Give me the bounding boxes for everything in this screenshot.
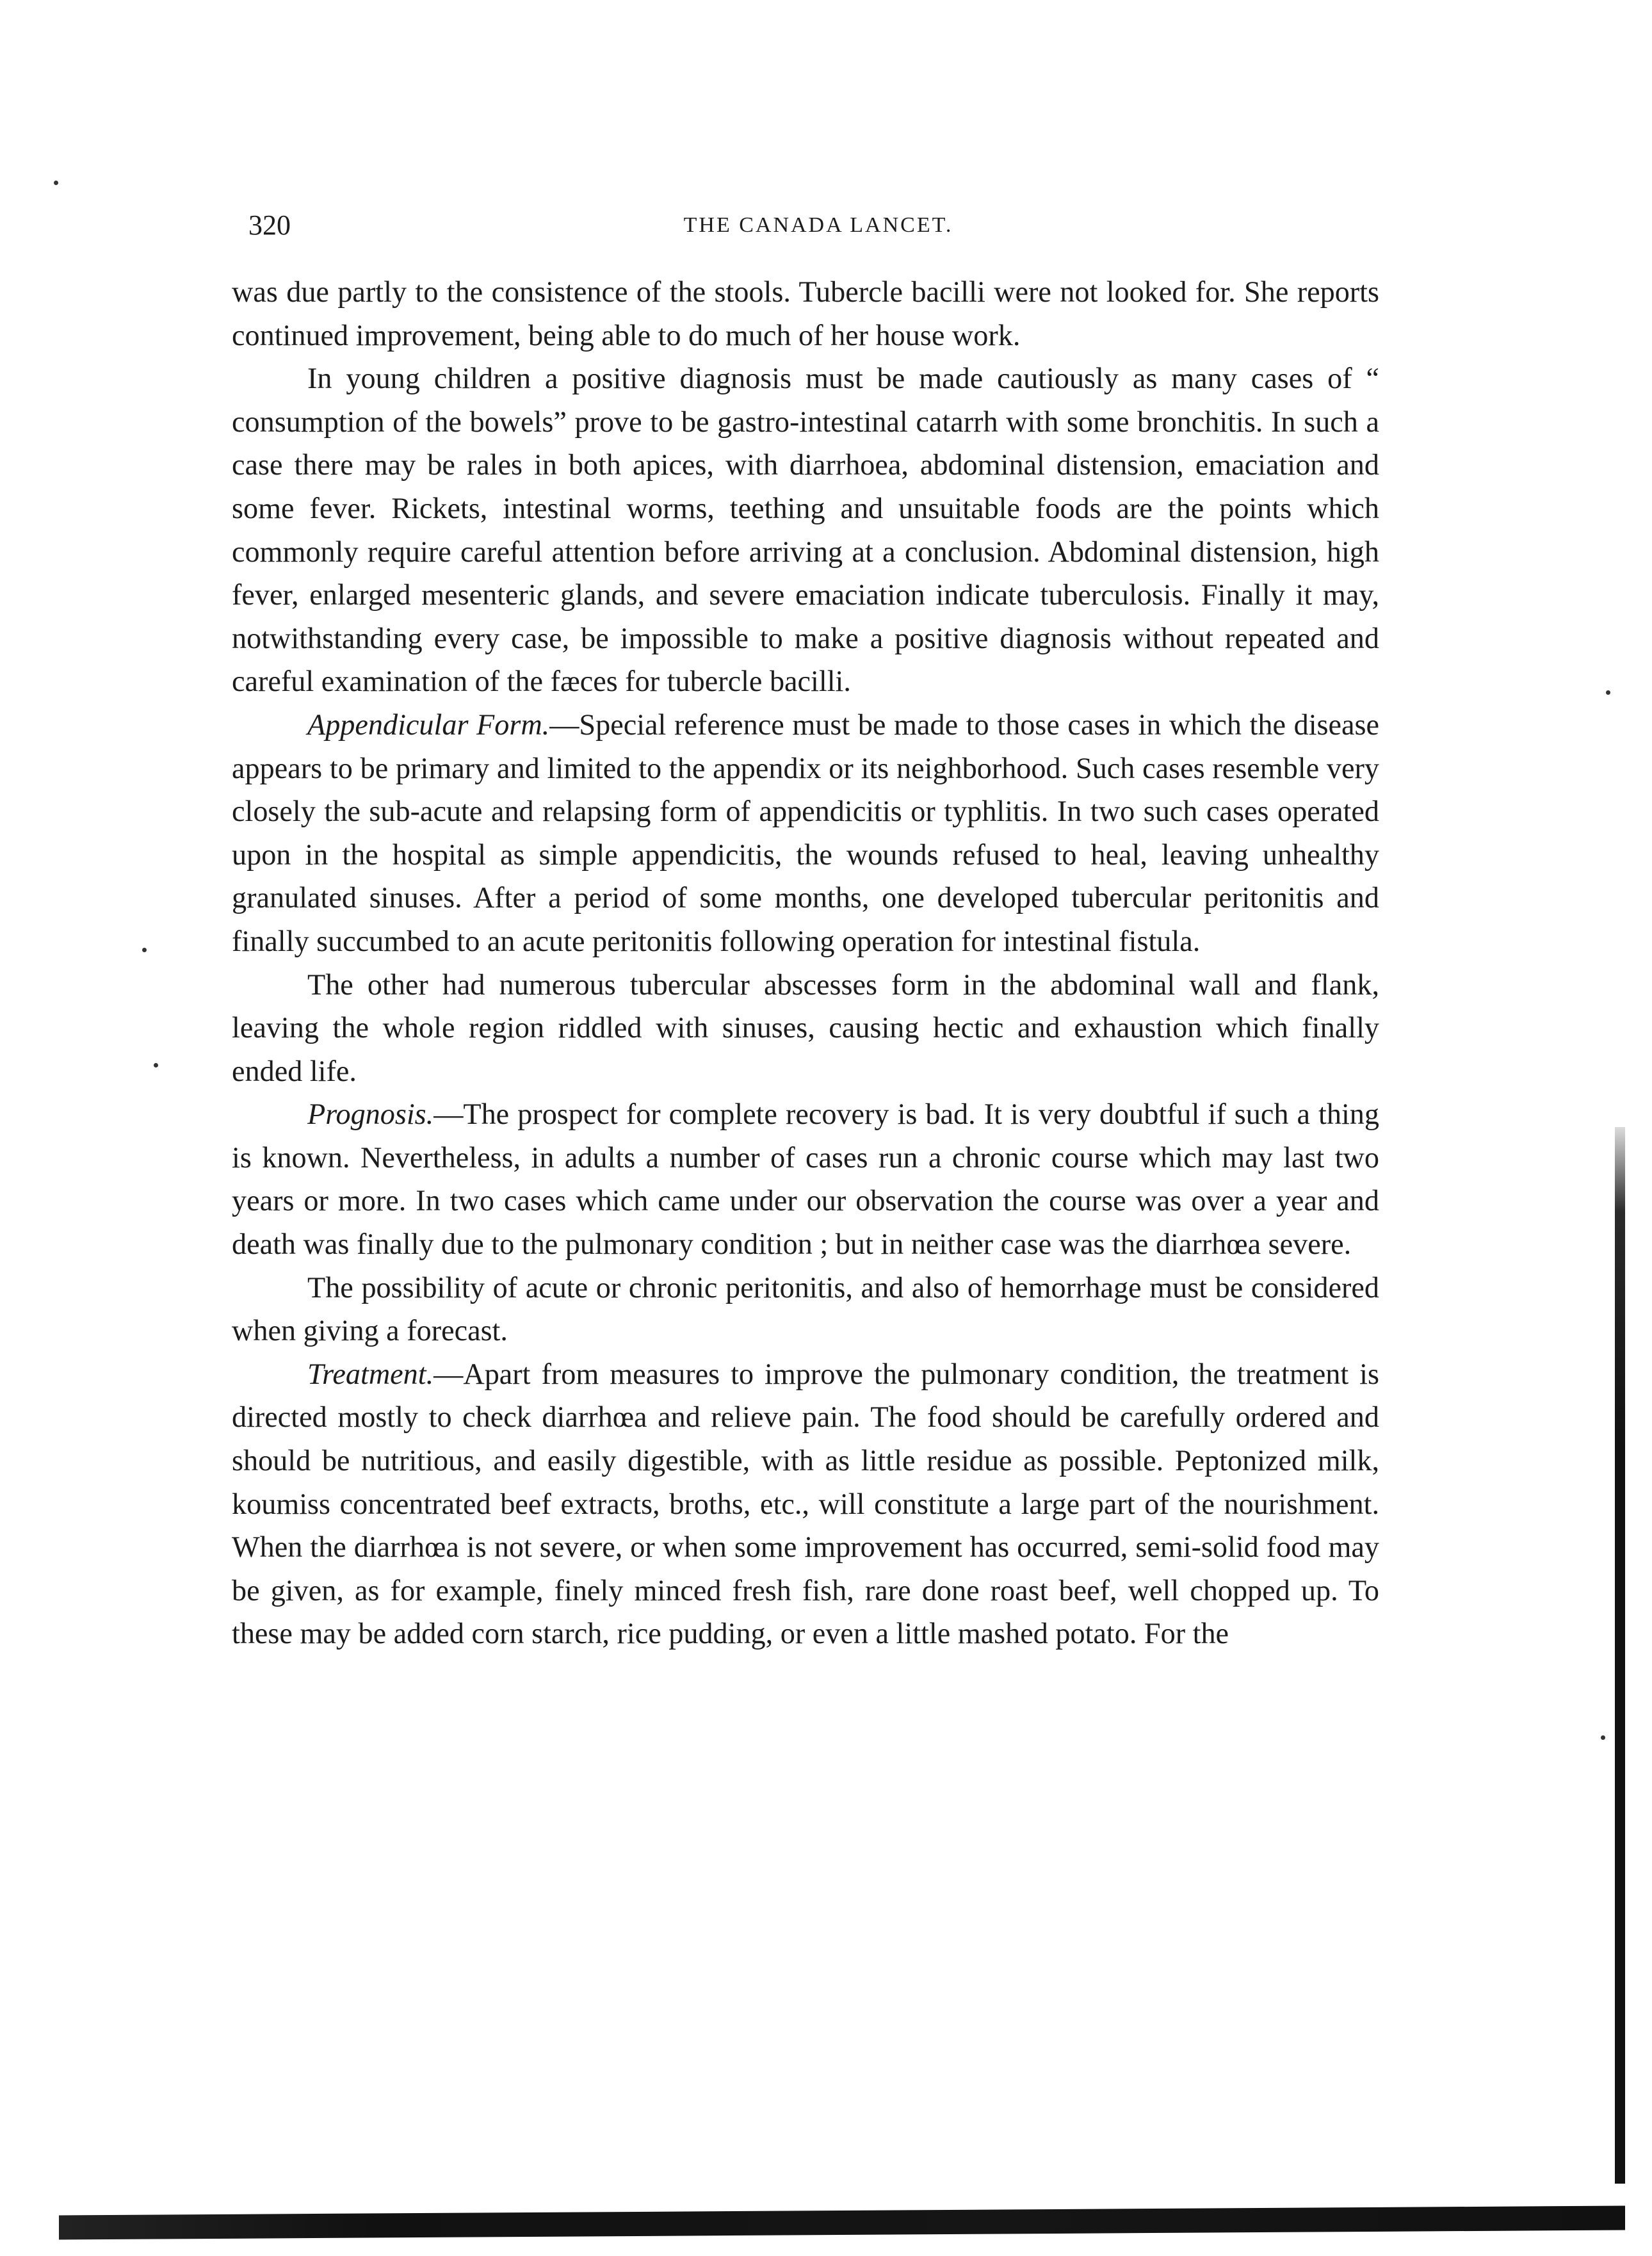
scan-speck [142,948,147,952]
scan-bottom-page-edge [59,2206,1625,2240]
paragraph-text: was due partly to the consistence of the stools. Tubercle bacilli were not looked for. She reports continued improvement, being able to do much of her house work. [232,275,1379,352]
scan-speck [54,181,58,185]
paragraph-prognosis [232,1092,1379,1265]
paragraph-abscesses [232,963,1379,1093]
paragraph-text: —The prospect for complete recovery is bad. It is very doubtful if such a thing is known. Nevertheless, in adults a number of cases run a chronic course which may last two years or more. In two cases which came under our observation the course was over a year and death was finally due to the pulmonary condition ; but in neither case was the diarrhœa severe. [232,1098,1379,1261]
page-number: 320 [248,209,291,241]
scan-speck [1601,1735,1605,1740]
running-title: THE CANADA LANCET. [683,213,953,237]
paragraph-peritonitis-forecast [232,1266,1379,1352]
paragraph-text: —Special reference must be made to those cases in which the disease appears to be primary and limited to the appendix or its neighborhood. Such cases resemble very closely the sub-acute and relapsing form of appendicitis or typhlitis. In two such cases operated upon in the hospital as simple appendicitis, the wounds refused to heal, leaving unhealthy granulated sinuses. After a period of some months, one developed tubercular peritonitis and finally succumbed to an acute peritonitis following operation for intestinal fistula. [232,708,1379,957]
paragraph-stool-consistence [232,270,1379,357]
paragraph-young-children-diagnosis [232,357,1379,703]
section-heading-treatment: Treatment. [307,1357,434,1390]
paragraph-text: —Apart from measures to improve the pulmonary condition, the treatment is directed mostly to check diarrhœa and relieve pain. The food should be carefully ordered and should be nutritious, and easily digestible, with as little residue as possible. Peptonized milk, koumiss concentrated beef extracts, broths, etc., will constitute a large part of the nourishment. When the diarrhœa is not severe, or when some improvement has occurred, semi-solid food may be given, as for example, finely minced fresh fish, rare done roast beef, well chopped up. To these may be added corn starch, rice pudding, or even a little mashed potato. For the [232,1357,1379,1650]
paragraph-text: In young children a positive diagnosis must be made cautiously as many cases of “ consumption of the bowels” prove to be gastro-intestinal catarrh with some bronchitis. In such a case there may be rales in both apices, with diarrhoea, abdominal distension, emaciation and some fever. Rickets, intestinal worms, teething and unsuitable foods are the points which commonly require careful attention before arriving at a conclusion. Abdominal distension, high fever, enlarged mesenteric glands, and severe emaciation indicate tuberculosis. Finally it may, notwithstanding every case, be impossible to make a positive diagnosis without repeated and careful examination of the fæces for tubercle bacilli. [232,362,1379,698]
paragraph-appendicular-form [232,703,1379,963]
scan-speck [154,1063,158,1067]
section-heading-prognosis: Prognosis. [307,1098,434,1131]
scan-speck [1606,690,1610,695]
scan-right-page-edge [1615,1127,1625,2184]
paragraph-treatment [232,1352,1379,1655]
paragraph-text: The other had numerous tubercular abscesses form in the abdominal wall and flank, leaving the whole region riddled with sinuses, causing hectic and exhaustion which finally ended life. [232,968,1379,1087]
article-body [232,270,1379,1655]
page-header [248,206,1388,245]
paragraph-text: The possibility of acute or chronic peritonitis, and also of hemorrhage must be considered when giving a forecast. [232,1270,1379,1347]
section-heading-appendicular-form: Appendicular Form. [307,708,550,741]
